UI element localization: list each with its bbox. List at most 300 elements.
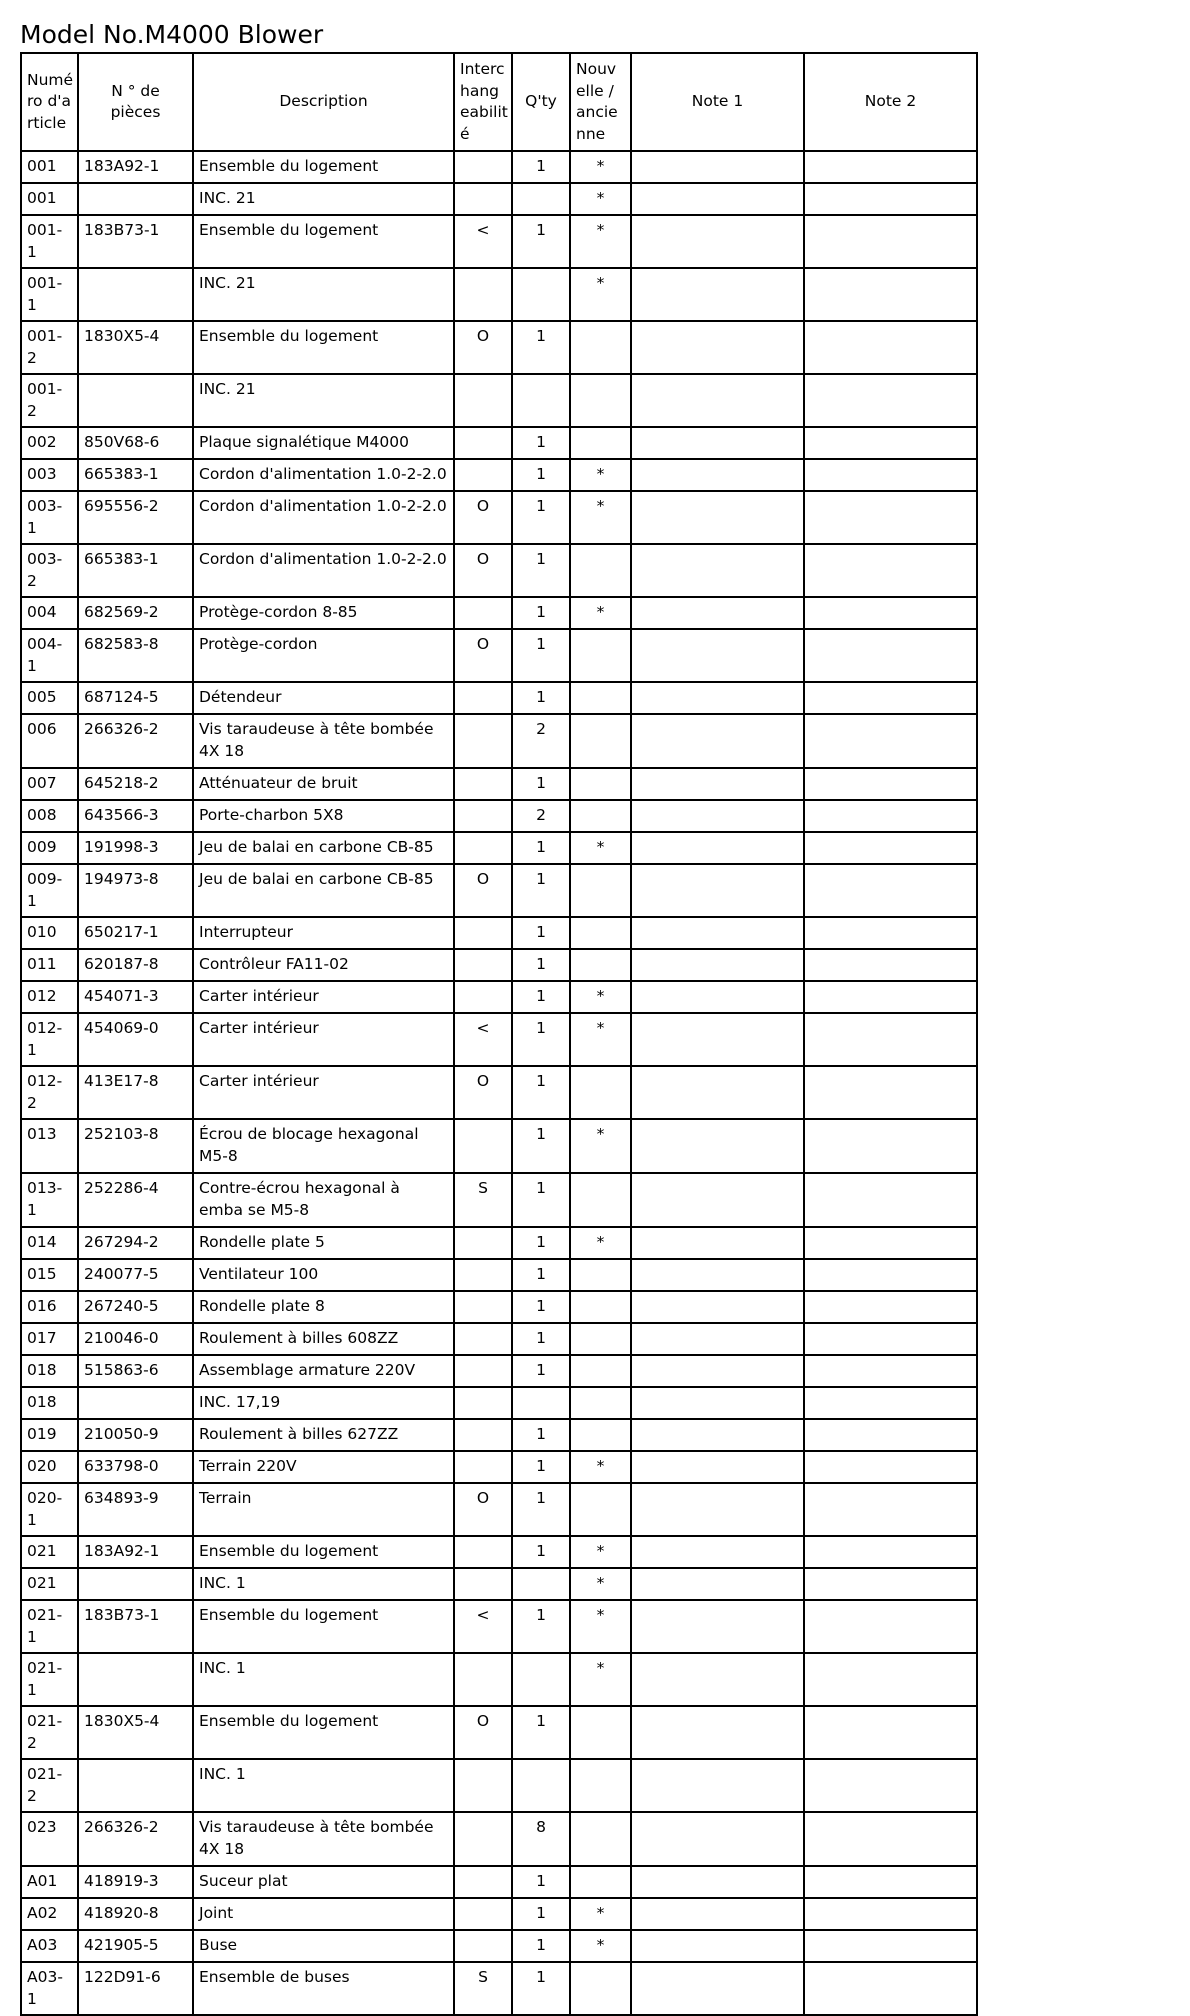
table-row [21, 1259, 977, 1291]
note-1-cell [631, 151, 804, 183]
note-2-cell [804, 1013, 977, 1066]
note-2-cell [804, 1600, 977, 1653]
part-number-cell: 418919-3 [78, 1866, 193, 1898]
quantity-cell: 1 [512, 215, 570, 268]
new-old-cell: * [570, 1568, 631, 1600]
description-cell: Vis taraudeuse à tête bombée 4X 18 [193, 1812, 454, 1866]
note-2-cell [804, 1759, 977, 1812]
article-number-cell: 011 [21, 949, 78, 981]
description-cell: Terrain 220V [193, 1451, 454, 1483]
note-2-cell [804, 864, 977, 917]
note-2-cell [804, 1119, 977, 1173]
note-2-cell [804, 1323, 977, 1355]
article-number-cell: A02 [21, 1898, 78, 1930]
new-old-cell: * [570, 459, 631, 491]
note-1-cell [631, 1483, 804, 1536]
table-row [21, 427, 977, 459]
description-cell: Ensemble du logement [193, 1536, 454, 1568]
part-number-cell: 267240-5 [78, 1291, 193, 1323]
new-old-cell: * [570, 597, 631, 629]
table-row [21, 949, 977, 981]
quantity-cell: 1 [512, 151, 570, 183]
note-1-cell [631, 321, 804, 374]
table-header-row [21, 53, 977, 151]
note-1-cell [631, 1355, 804, 1387]
interchangeability-cell [454, 768, 512, 800]
quantity-cell: 1 [512, 1119, 570, 1173]
quantity-cell: 1 [512, 832, 570, 864]
article-number-cell: 021-2 [21, 1759, 78, 1812]
interchangeability-cell [454, 917, 512, 949]
part-number-cell: 240077-5 [78, 1259, 193, 1291]
table-row [21, 917, 977, 949]
table-row [21, 1355, 977, 1387]
part-number-cell: 665383-1 [78, 459, 193, 491]
new-old-cell: * [570, 491, 631, 544]
quantity-cell: 1 [512, 1227, 570, 1259]
part-number-cell: 665383-1 [78, 544, 193, 597]
description-cell: Rondelle plate 5 [193, 1227, 454, 1259]
article-number-cell: 001 [21, 151, 78, 183]
note-2-cell [804, 832, 977, 864]
description-cell: Protège-cordon 8-85 [193, 597, 454, 629]
article-number-cell: 002 [21, 427, 78, 459]
article-number-cell: 005 [21, 682, 78, 714]
interchangeability-cell [454, 1291, 512, 1323]
note-1-cell [631, 268, 804, 321]
new-old-cell [570, 1066, 631, 1119]
interchangeability-cell [454, 374, 512, 427]
note-1-cell [631, 768, 804, 800]
header-note-2: Note 2 [804, 53, 977, 151]
description-cell: INC. 17,19 [193, 1387, 454, 1419]
article-number-cell: 016 [21, 1291, 78, 1323]
quantity-cell: 2 [512, 800, 570, 832]
note-2-cell [804, 1812, 977, 1866]
note-2-cell [804, 1568, 977, 1600]
interchangeability-cell [454, 1451, 512, 1483]
quantity-cell: 1 [512, 1962, 570, 2015]
article-number-cell: 012 [21, 981, 78, 1013]
interchangeability-cell [454, 459, 512, 491]
note-1-cell [631, 1600, 804, 1653]
header-part-number: N ° de pièces [78, 53, 193, 151]
new-old-cell: * [570, 1119, 631, 1173]
note-1-cell [631, 1323, 804, 1355]
quantity-cell: 1 [512, 1173, 570, 1227]
table-row [21, 1291, 977, 1323]
new-old-cell [570, 427, 631, 459]
new-old-cell [570, 1323, 631, 1355]
part-number-cell: 850V68-6 [78, 427, 193, 459]
new-old-cell [570, 1259, 631, 1291]
note-1-cell [631, 1930, 804, 1962]
new-old-cell [570, 544, 631, 597]
description-cell: Interrupteur [193, 917, 454, 949]
part-number-cell: 650217-1 [78, 917, 193, 949]
interchangeability-cell [454, 1812, 512, 1866]
note-2-cell [804, 215, 977, 268]
note-2-cell [804, 714, 977, 768]
description-cell: Atténuateur de bruit [193, 768, 454, 800]
part-number-cell: 210046-0 [78, 1323, 193, 1355]
new-old-cell [570, 1759, 631, 1812]
part-number-cell: 252103-8 [78, 1119, 193, 1173]
new-old-cell [570, 768, 631, 800]
quantity-cell [512, 1759, 570, 1812]
quantity-cell: 1 [512, 321, 570, 374]
table-row [21, 1323, 977, 1355]
quantity-cell: 1 [512, 1013, 570, 1066]
quantity-cell: 8 [512, 1812, 570, 1866]
document-title: Model No.M4000 Blower [20, 20, 324, 49]
quantity-cell: 1 [512, 1323, 570, 1355]
article-number-cell: 020-1 [21, 1483, 78, 1536]
note-2-cell [804, 917, 977, 949]
quantity-cell: 1 [512, 864, 570, 917]
table-row [21, 864, 977, 917]
description-cell: INC. 1 [193, 1759, 454, 1812]
quantity-cell [512, 374, 570, 427]
note-2-cell [804, 949, 977, 981]
quantity-cell: 2 [512, 714, 570, 768]
article-number-cell: 001-1 [21, 215, 78, 268]
note-1-cell [631, 1568, 804, 1600]
note-2-cell [804, 459, 977, 491]
description-cell: Cordon d'alimentation 1.0-2-2.0 [193, 544, 454, 597]
quantity-cell: 1 [512, 949, 570, 981]
note-1-cell [631, 1013, 804, 1066]
new-old-cell [570, 682, 631, 714]
part-number-cell: 252286-4 [78, 1173, 193, 1227]
part-number-cell: 620187-8 [78, 949, 193, 981]
note-1-cell [631, 832, 804, 864]
article-number-cell: 003 [21, 459, 78, 491]
new-old-cell [570, 864, 631, 917]
interchangeability-cell: O [454, 1066, 512, 1119]
note-1-cell [631, 1759, 804, 1812]
description-cell: Carter intérieur [193, 1066, 454, 1119]
note-2-cell [804, 183, 977, 215]
interchangeability-cell [454, 1536, 512, 1568]
description-cell: INC. 21 [193, 183, 454, 215]
table-row [21, 1898, 977, 1930]
note-1-cell [631, 629, 804, 682]
table-row [21, 374, 977, 427]
description-cell: Ensemble du logement [193, 321, 454, 374]
note-2-cell [804, 981, 977, 1013]
part-number-cell: 1830X5-4 [78, 1706, 193, 1759]
note-2-cell [804, 1451, 977, 1483]
table-row [21, 1066, 977, 1119]
part-number-cell: 122D91-6 [78, 1962, 193, 2015]
table-row [21, 268, 977, 321]
table-row [21, 321, 977, 374]
part-number-cell: 682569-2 [78, 597, 193, 629]
description-cell: Terrain [193, 1483, 454, 1536]
description-cell: Détendeur [193, 682, 454, 714]
new-old-cell: * [570, 1600, 631, 1653]
article-number-cell: 009 [21, 832, 78, 864]
description-cell: Plaque signalétique M4000 [193, 427, 454, 459]
note-1-cell [631, 1291, 804, 1323]
description-cell: Buse [193, 1930, 454, 1962]
note-1-cell [631, 1419, 804, 1451]
table-row [21, 544, 977, 597]
note-2-cell [804, 268, 977, 321]
quantity-cell: 1 [512, 491, 570, 544]
new-old-cell [570, 1812, 631, 1866]
quantity-cell [512, 268, 570, 321]
new-old-cell: * [570, 151, 631, 183]
article-number-cell: 001 [21, 183, 78, 215]
note-2-cell [804, 768, 977, 800]
interchangeability-cell [454, 1759, 512, 1812]
interchangeability-cell [454, 1898, 512, 1930]
part-number-cell: 421905-5 [78, 1930, 193, 1962]
article-number-cell: 014 [21, 1227, 78, 1259]
note-1-cell [631, 215, 804, 268]
part-number-cell [78, 183, 193, 215]
new-old-cell: * [570, 1898, 631, 1930]
new-old-cell [570, 800, 631, 832]
table-row [21, 768, 977, 800]
new-old-cell [570, 1291, 631, 1323]
table-row [21, 1653, 977, 1706]
interchangeability-cell: O [454, 1706, 512, 1759]
article-number-cell: 020 [21, 1451, 78, 1483]
note-1-cell [631, 1259, 804, 1291]
quantity-cell: 1 [512, 682, 570, 714]
interchangeability-cell [454, 1355, 512, 1387]
article-number-cell: A01 [21, 1866, 78, 1898]
interchangeability-cell: O [454, 864, 512, 917]
part-number-cell: 454071-3 [78, 981, 193, 1013]
part-number-cell: 454069-0 [78, 1013, 193, 1066]
part-number-cell: 266326-2 [78, 714, 193, 768]
part-number-cell: 183B73-1 [78, 1600, 193, 1653]
note-1-cell [631, 949, 804, 981]
description-cell: INC. 1 [193, 1568, 454, 1600]
part-number-cell: 687124-5 [78, 682, 193, 714]
note-2-cell [804, 1259, 977, 1291]
table-row [21, 459, 977, 491]
description-cell: Ensemble du logement [193, 1600, 454, 1653]
note-2-cell [804, 1866, 977, 1898]
new-old-cell [570, 1419, 631, 1451]
article-number-cell: 021-1 [21, 1600, 78, 1653]
description-cell: Ensemble du logement [193, 215, 454, 268]
description-cell: INC. 1 [193, 1653, 454, 1706]
interchangeability-cell [454, 800, 512, 832]
note-1-cell [631, 800, 804, 832]
article-number-cell: 018 [21, 1387, 78, 1419]
part-number-cell: 413E17-8 [78, 1066, 193, 1119]
note-2-cell [804, 1898, 977, 1930]
quantity-cell: 1 [512, 1866, 570, 1898]
table-row [21, 1600, 977, 1653]
note-2-cell [804, 682, 977, 714]
interchangeability-cell [454, 949, 512, 981]
table-row [21, 1119, 977, 1173]
note-2-cell [804, 1962, 977, 2015]
article-number-cell: 012-2 [21, 1066, 78, 1119]
interchangeability-cell [454, 427, 512, 459]
part-number-cell: 645218-2 [78, 768, 193, 800]
table-row [21, 151, 977, 183]
quantity-cell [512, 183, 570, 215]
parts-table-body [21, 151, 977, 2015]
note-1-cell [631, 1962, 804, 2015]
quantity-cell: 1 [512, 1898, 570, 1930]
table-row [21, 1759, 977, 1812]
new-old-cell [570, 714, 631, 768]
article-number-cell: 013 [21, 1119, 78, 1173]
part-number-cell [78, 1387, 193, 1419]
new-old-cell [570, 1962, 631, 2015]
table-row [21, 629, 977, 682]
part-number-cell [78, 268, 193, 321]
new-old-cell [570, 917, 631, 949]
new-old-cell [570, 1173, 631, 1227]
note-1-cell [631, 183, 804, 215]
description-cell: Ensemble du logement [193, 151, 454, 183]
interchangeability-cell [454, 832, 512, 864]
note-2-cell [804, 1227, 977, 1259]
interchangeability-cell [454, 1259, 512, 1291]
article-number-cell: 021-1 [21, 1653, 78, 1706]
header-description: Description [193, 53, 454, 151]
article-number-cell: 001-1 [21, 268, 78, 321]
quantity-cell: 1 [512, 1451, 570, 1483]
new-old-cell: * [570, 1451, 631, 1483]
description-cell: Jeu de balai en carbone CB-85 [193, 832, 454, 864]
article-number-cell: 019 [21, 1419, 78, 1451]
quantity-cell: 1 [512, 917, 570, 949]
new-old-cell: * [570, 1930, 631, 1962]
new-old-cell: * [570, 1013, 631, 1066]
note-2-cell [804, 1419, 977, 1451]
quantity-cell: 1 [512, 1419, 570, 1451]
table-row [21, 1962, 977, 2015]
interchangeability-cell [454, 1387, 512, 1419]
interchangeability-cell [454, 1119, 512, 1173]
quantity-cell [512, 1568, 570, 1600]
part-number-cell: 191998-3 [78, 832, 193, 864]
description-cell: Ventilateur 100 [193, 1259, 454, 1291]
note-2-cell [804, 1291, 977, 1323]
description-cell: Rondelle plate 8 [193, 1291, 454, 1323]
interchangeability-cell: O [454, 544, 512, 597]
table-row [21, 1451, 977, 1483]
note-2-cell [804, 491, 977, 544]
interchangeability-cell [454, 1568, 512, 1600]
description-cell: Roulement à billes 627ZZ [193, 1419, 454, 1451]
quantity-cell [512, 1387, 570, 1419]
interchangeability-cell [454, 1323, 512, 1355]
article-number-cell: 012-1 [21, 1013, 78, 1066]
note-2-cell [804, 629, 977, 682]
part-number-cell: 418920-8 [78, 1898, 193, 1930]
new-old-cell: * [570, 832, 631, 864]
note-1-cell [631, 1866, 804, 1898]
table-row [21, 1866, 977, 1898]
interchangeability-cell [454, 714, 512, 768]
description-cell: Joint [193, 1898, 454, 1930]
table-row [21, 1419, 977, 1451]
part-number-cell: 1830X5-4 [78, 321, 193, 374]
interchangeability-cell: O [454, 1483, 512, 1536]
quantity-cell: 1 [512, 1706, 570, 1759]
table-row [21, 1930, 977, 1962]
table-row [21, 1387, 977, 1419]
description-cell: INC. 21 [193, 374, 454, 427]
note-1-cell [631, 714, 804, 768]
note-2-cell [804, 1483, 977, 1536]
note-1-cell [631, 1898, 804, 1930]
article-number-cell: 021 [21, 1536, 78, 1568]
quantity-cell: 1 [512, 629, 570, 682]
interchangeability-cell: O [454, 629, 512, 682]
note-2-cell [804, 151, 977, 183]
new-old-cell [570, 1483, 631, 1536]
quantity-cell: 1 [512, 544, 570, 597]
new-old-cell [570, 949, 631, 981]
note-2-cell [804, 1173, 977, 1227]
table-row [21, 183, 977, 215]
article-number-cell: 008 [21, 800, 78, 832]
note-2-cell [804, 1387, 977, 1419]
description-cell: INC. 21 [193, 268, 454, 321]
interchangeability-cell: O [454, 491, 512, 544]
article-number-cell: A03-1 [21, 1962, 78, 2015]
part-number-cell [78, 374, 193, 427]
interchangeability-cell [454, 151, 512, 183]
part-number-cell: 183B73-1 [78, 215, 193, 268]
note-1-cell [631, 1653, 804, 1706]
note-2-cell [804, 427, 977, 459]
note-1-cell [631, 1387, 804, 1419]
table-row [21, 1568, 977, 1600]
article-number-cell: 017 [21, 1323, 78, 1355]
note-1-cell [631, 1227, 804, 1259]
new-old-cell: * [570, 1653, 631, 1706]
description-cell: Vis taraudeuse à tête bombée 4X 18 [193, 714, 454, 768]
note-2-cell [804, 544, 977, 597]
article-number-cell: 021 [21, 1568, 78, 1600]
part-number-cell: 633798-0 [78, 1451, 193, 1483]
quantity-cell: 1 [512, 1259, 570, 1291]
description-cell: Jeu de balai en carbone CB-85 [193, 864, 454, 917]
note-1-cell [631, 1173, 804, 1227]
interchangeability-cell: O [454, 321, 512, 374]
header-article-number: Numé ro d'a rticle [21, 53, 78, 151]
quantity-cell: 1 [512, 1536, 570, 1568]
quantity-cell: 1 [512, 1483, 570, 1536]
table-row [21, 1013, 977, 1066]
new-old-cell: * [570, 1227, 631, 1259]
interchangeability-cell: < [454, 1600, 512, 1653]
part-number-cell: 210050-9 [78, 1419, 193, 1451]
article-number-cell: 007 [21, 768, 78, 800]
interchangeability-cell: S [454, 1962, 512, 2015]
new-old-cell: * [570, 183, 631, 215]
article-number-cell: 001-2 [21, 321, 78, 374]
description-cell: Suceur plat [193, 1866, 454, 1898]
quantity-cell: 1 [512, 1930, 570, 1962]
interchangeability-cell [454, 268, 512, 321]
part-number-cell: 194973-8 [78, 864, 193, 917]
